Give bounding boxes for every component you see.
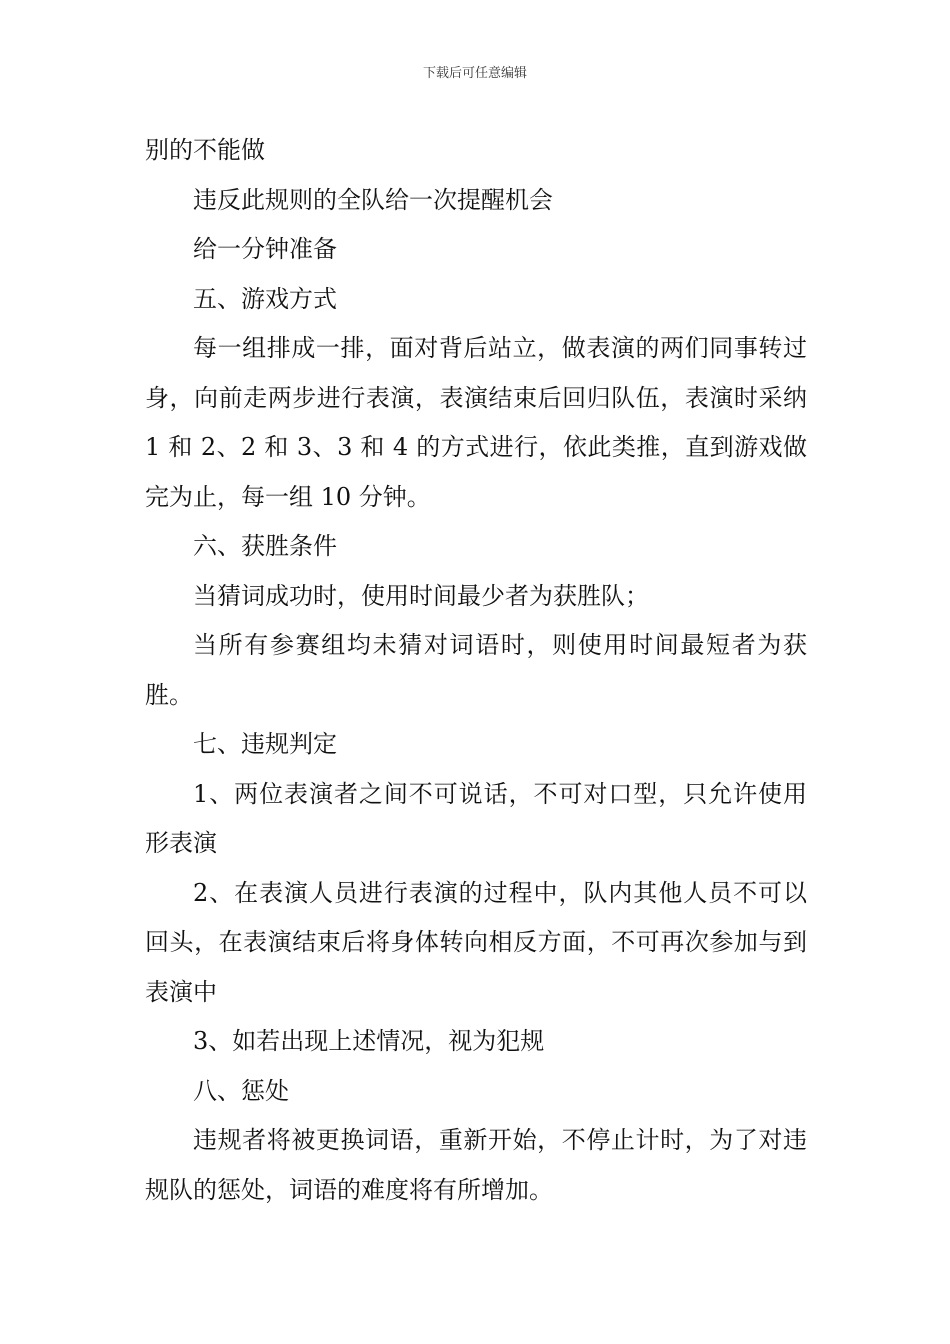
document-body — [145, 126, 807, 1215]
paragraph-violation-1: 1、两位表演者之间不可说话，不可对口型，只允许使用形表演 — [145, 779, 807, 857]
paragraph-penalty: 违规者将被更换词语，重新开始，不停止计时，为了对违规队的惩处，词语的难度将有所增加。 — [145, 1126, 807, 1204]
section-heading-penalty: 八、惩处 — [193, 1076, 289, 1105]
paragraph-continuation: 别的不能做 — [145, 136, 265, 164]
paragraph-preparation-time: 给一分钟准备 — [193, 235, 337, 263]
paragraph-violation-3: 3、如若出现上述情况，视为犯规 — [193, 1027, 545, 1055]
paragraph-reminder-rule: 违反此规则的全队给一次提醒机会 — [193, 185, 553, 214]
page-header-note: 下载后可任意编辑 — [422, 66, 527, 81]
section-heading-violations: 七、违规判定 — [193, 730, 337, 758]
section-heading-win-conditions: 六、获胜条件 — [193, 532, 337, 560]
paragraph-violation-2: 2、在表演人员进行表演的过程中，队内其他人员不可以回头，在表演结束后将身体转向相反方面，不可再次参加与到表演中 — [145, 878, 807, 1006]
paragraph-game-method: 每一组排成一排，面对背后站立，做表演的两们同事转过身，向前走两步进行表演，表演结束后回归队伍，表演时采纳 1 和 2、2 和 3、3 和 4 的方式进行，依此类推，直到游戏做完为止，每一组 10 分钟。 — [145, 334, 807, 511]
paragraph-win-condition-1: 当猜词成功时，使用时间最少者为获胜队； — [193, 581, 649, 610]
section-heading-game-method: 五、游戏方式 — [193, 284, 337, 313]
paragraph-win-condition-2: 当所有参赛组均未猜对词语时，则使用时间最短者为获胜。 — [145, 631, 807, 709]
